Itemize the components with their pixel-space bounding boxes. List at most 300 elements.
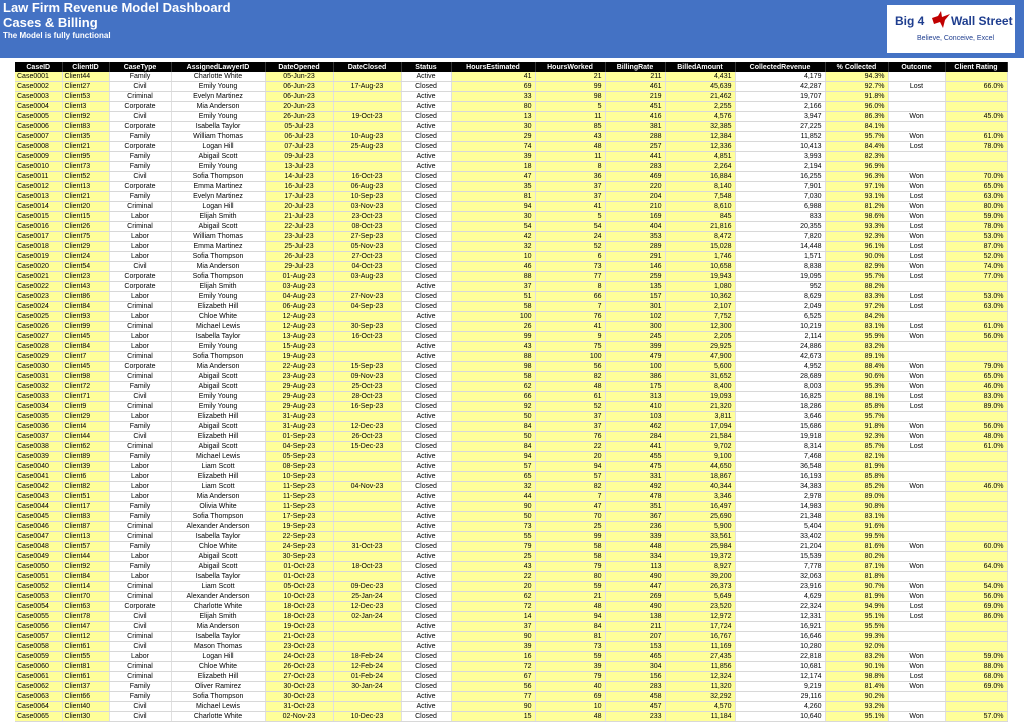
table-cell: Corporate	[109, 602, 171, 612]
table-cell: Client99	[62, 322, 109, 332]
column-header[interactable]: HoursWorked	[535, 62, 605, 72]
table-cell: 09-Nov-23	[333, 372, 401, 382]
table-cell	[333, 312, 401, 322]
table-cell: 04-Aug-23	[265, 292, 333, 302]
table-cell	[333, 642, 401, 652]
table-cell	[945, 312, 1007, 322]
table-cell: 01-Oct-23	[265, 562, 333, 572]
table-cell: 236	[605, 522, 665, 532]
table-cell: Client84	[62, 302, 109, 312]
table-cell: 52.0%	[945, 252, 1007, 262]
table-cell: 23-Oct-23	[265, 642, 333, 652]
table-cell: 7,901	[735, 182, 825, 192]
column-header[interactable]: Outcome	[888, 62, 945, 72]
table-cell: 44	[451, 492, 535, 502]
table-cell: 10,658	[665, 262, 735, 272]
table-cell: 29-Jul-23	[265, 262, 333, 272]
table-cell: Won	[888, 232, 945, 242]
table-cell: 95.7%	[825, 132, 888, 142]
table-cell: 16,497	[665, 502, 735, 512]
table-row[interactable]	[15, 302, 1007, 312]
table-row[interactable]	[15, 132, 1007, 142]
table-cell: 30-Sep-23	[333, 322, 401, 332]
logo-name-right: Wall Street	[951, 14, 1013, 28]
table-cell: 95.3%	[825, 382, 888, 392]
table-cell: 8	[535, 282, 605, 292]
table-cell	[945, 162, 1007, 172]
table-cell: 81.8%	[825, 572, 888, 582]
table-cell	[333, 692, 401, 702]
table-cell: Client30	[62, 712, 109, 722]
table-row[interactable]	[15, 692, 1007, 702]
table-cell: 25-Jul-23	[265, 242, 333, 252]
table-cell: Client86	[62, 292, 109, 302]
table-row[interactable]	[15, 662, 1007, 672]
table-cell: 72	[451, 602, 535, 612]
table-cell: 10-Aug-23	[333, 132, 401, 142]
table-row[interactable]	[15, 622, 1007, 632]
table-cell	[888, 692, 945, 702]
table-cell: Criminal	[109, 352, 171, 362]
table-cell: Active	[401, 412, 451, 422]
table-cell: 10,640	[735, 712, 825, 722]
table-row[interactable]	[15, 642, 1007, 652]
table-cell: Closed	[401, 142, 451, 152]
table-cell	[333, 162, 401, 172]
table-cell: Lost	[888, 222, 945, 232]
table-cell: 01-Feb-24	[333, 672, 401, 682]
table-cell: 31-Aug-23	[265, 412, 333, 422]
table-cell: 284	[605, 432, 665, 442]
table-row[interactable]	[15, 572, 1007, 582]
table-row[interactable]	[15, 602, 1007, 612]
table-cell: 81	[535, 632, 605, 642]
table-row[interactable]	[15, 252, 1007, 262]
table-cell: Client9	[62, 402, 109, 412]
table-cell: 26-Oct-23	[265, 662, 333, 672]
table-row[interactable]	[15, 112, 1007, 122]
table-cell: 27,225	[735, 122, 825, 132]
table-cell: 5,600	[665, 362, 735, 372]
table-cell: 33,561	[665, 532, 735, 542]
table-cell: 90.8%	[825, 502, 888, 512]
table-cell: Criminal	[109, 372, 171, 382]
table-cell: 18-Feb-24	[333, 652, 401, 662]
column-header[interactable]: CollectedRevenue	[735, 62, 825, 72]
table-cell: Won	[888, 372, 945, 382]
table-row[interactable]	[15, 322, 1007, 332]
table-row[interactable]	[15, 172, 1007, 182]
table-cell: 90.7%	[825, 582, 888, 592]
table-row[interactable]	[15, 482, 1007, 492]
table-cell: Charlotte White	[171, 712, 265, 722]
table-cell	[333, 282, 401, 292]
table-cell: 10,413	[735, 142, 825, 152]
table-cell: 87.0%	[945, 242, 1007, 252]
table-row[interactable]	[15, 542, 1007, 552]
table-cell: Family	[109, 692, 171, 702]
table-cell: 21-Oct-23	[265, 632, 333, 642]
table-cell: 441	[605, 442, 665, 452]
table-cell: Won	[888, 362, 945, 372]
table-cell: Client3	[62, 102, 109, 112]
table-cell: 26	[451, 322, 535, 332]
table-cell	[945, 492, 1007, 502]
table-row[interactable]	[15, 202, 1007, 212]
table-cell	[945, 502, 1007, 512]
table-cell: Case0001	[15, 72, 62, 82]
table-cell: 25-Jan-24	[333, 592, 401, 602]
table-row[interactable]	[15, 552, 1007, 562]
table-cell: 135	[605, 282, 665, 292]
table-cell: Labor	[109, 652, 171, 662]
table-cell: Case0006	[15, 122, 62, 132]
table-row[interactable]	[15, 412, 1007, 422]
table-cell: Client14	[62, 582, 109, 592]
table-cell: 77	[535, 272, 605, 282]
table-cell: Closed	[401, 362, 451, 372]
dashboard-header	[0, 0, 1024, 58]
table-cell: 2,107	[665, 302, 735, 312]
table-cell: 457	[605, 702, 665, 712]
table-row[interactable]	[15, 472, 1007, 482]
table-cell: Labor	[109, 252, 171, 262]
table-cell: Client15	[62, 212, 109, 222]
table-cell: 1,571	[735, 252, 825, 262]
table-cell: 43	[451, 342, 535, 352]
table-cell: 22,818	[735, 652, 825, 662]
table-cell	[333, 452, 401, 462]
table-cell: Corporate	[109, 122, 171, 132]
table-row[interactable]	[15, 632, 1007, 642]
table-cell: Alexander Anderson	[171, 522, 265, 532]
table-cell: Case0024	[15, 302, 62, 312]
table-cell: 12-Dec-23	[333, 602, 401, 612]
table-row[interactable]	[15, 452, 1007, 462]
table-row[interactable]	[15, 392, 1007, 402]
table-cell: Logan Hill	[171, 142, 265, 152]
table-cell: Elizabeth Hill	[171, 412, 265, 422]
table-row[interactable]	[15, 432, 1007, 442]
table-cell: Client84	[62, 342, 109, 352]
table-cell	[888, 622, 945, 632]
table-cell: 102	[605, 312, 665, 322]
table-cell: 55	[451, 532, 535, 542]
table-row[interactable]	[15, 142, 1007, 152]
table-cell: 8,472	[665, 232, 735, 242]
table-row[interactable]	[15, 342, 1007, 352]
table-cell: Client4	[62, 422, 109, 432]
table-cell: Labor	[109, 572, 171, 582]
table-cell: 283	[605, 682, 665, 692]
table-cell: 48.0%	[945, 432, 1007, 442]
table-cell: Closed	[401, 242, 451, 252]
table-cell: Family	[109, 452, 171, 462]
table-cell: 40	[535, 682, 605, 692]
table-cell	[945, 412, 1007, 422]
table-cell: 83.1%	[825, 322, 888, 332]
table-cell: 490	[605, 602, 665, 612]
table-row[interactable]	[15, 152, 1007, 162]
table-cell: Labor	[109, 212, 171, 222]
column-header[interactable]: % Collected	[825, 62, 888, 72]
table-cell: Client70	[62, 592, 109, 602]
column-header[interactable]: ClientID	[62, 62, 109, 72]
logo-tagline: Believe, Conceive, Excel	[917, 35, 995, 42]
table-cell: 15-Aug-23	[265, 342, 333, 352]
table-cell: 46.0%	[945, 482, 1007, 492]
table-cell	[333, 462, 401, 472]
table-row[interactable]	[15, 92, 1007, 102]
table-cell: 26-Jul-23	[265, 252, 333, 262]
table-cell: Closed	[401, 542, 451, 552]
table-cell: Case0034	[15, 402, 62, 412]
table-cell: 3,646	[735, 412, 825, 422]
column-header[interactable]: CaseType	[109, 62, 171, 72]
table-cell: 82.3%	[825, 152, 888, 162]
table-cell: Labor	[109, 342, 171, 352]
column-header[interactable]: HoursEstimated	[451, 62, 535, 72]
table-row[interactable]	[15, 402, 1007, 412]
table-cell: 5	[535, 102, 605, 112]
table-row[interactable]	[15, 582, 1007, 592]
table-cell: 19-Sep-23	[265, 522, 333, 532]
column-header[interactable]: AssignedLawyerID	[171, 62, 265, 72]
table-row[interactable]	[15, 72, 1007, 82]
table-cell: 304	[605, 662, 665, 672]
table-cell: Client29	[62, 242, 109, 252]
table-row[interactable]	[15, 362, 1007, 372]
table-cell: Client78	[62, 612, 109, 622]
table-row[interactable]	[15, 282, 1007, 292]
table-cell: 54.0%	[945, 582, 1007, 592]
table-cell	[888, 72, 945, 82]
table-row[interactable]	[15, 512, 1007, 522]
table-row[interactable]	[15, 122, 1007, 132]
table-cell: Family	[109, 512, 171, 522]
table-cell: 169	[605, 212, 665, 222]
table-cell: Labor	[109, 552, 171, 562]
table-cell: Active	[401, 102, 451, 112]
table-cell: Civil	[109, 432, 171, 442]
table-cell: Case0062	[15, 682, 62, 692]
table-cell: 19-Oct-23	[333, 112, 401, 122]
table-row[interactable]	[15, 702, 1007, 712]
column-header[interactable]: Client Rating	[945, 62, 1007, 72]
table-cell: 19,707	[735, 92, 825, 102]
table-cell: 8,140	[665, 182, 735, 192]
table-cell: Case0019	[15, 252, 62, 262]
table-row[interactable]	[15, 382, 1007, 392]
table-cell: Case0051	[15, 572, 62, 582]
table-cell: Case0016	[15, 222, 62, 232]
table-cell: 13	[451, 112, 535, 122]
table-cell: 04-Sep-23	[265, 442, 333, 452]
table-row[interactable]	[15, 492, 1007, 502]
table-cell: Closed	[401, 562, 451, 572]
table-cell: 33,402	[735, 532, 825, 542]
table-cell: 16-Oct-23	[333, 332, 401, 342]
table-row[interactable]	[15, 682, 1007, 692]
table-cell: 2,194	[735, 162, 825, 172]
column-header[interactable]: BillingRate	[605, 62, 665, 72]
table-row[interactable]	[15, 272, 1007, 282]
table-cell: 31,652	[665, 372, 735, 382]
column-header[interactable]: Status	[401, 62, 451, 72]
table-cell: Active	[401, 492, 451, 502]
table-row[interactable]	[15, 162, 1007, 172]
table-row[interactable]	[15, 502, 1007, 512]
table-cell: 211	[605, 622, 665, 632]
table-row[interactable]	[15, 82, 1007, 92]
table-cell: 15-Sep-23	[333, 362, 401, 372]
table-row[interactable]	[15, 312, 1007, 322]
table-cell: Elizabeth Hill	[171, 472, 265, 482]
table-cell: 81.9%	[825, 592, 888, 602]
table-cell: 17,094	[665, 422, 735, 432]
table-cell: 86.3%	[825, 112, 888, 122]
table-cell: 01-Aug-23	[265, 272, 333, 282]
table-cell: Client24	[62, 252, 109, 262]
table-cell: Corporate	[109, 282, 171, 292]
table-cell: 257	[605, 142, 665, 152]
table-row[interactable]	[15, 442, 1007, 452]
table-row[interactable]	[15, 612, 1007, 622]
table-row[interactable]	[15, 462, 1007, 472]
table-cell: 45,639	[665, 82, 735, 92]
table-row[interactable]	[15, 522, 1007, 532]
table-cell: 15,028	[665, 242, 735, 252]
table-cell: 76	[535, 312, 605, 322]
table-cell: 56	[451, 682, 535, 692]
table-cell: Sofia Thompson	[171, 692, 265, 702]
column-header[interactable]: BilledAmount	[665, 62, 735, 72]
table-cell: 204	[605, 192, 665, 202]
column-header[interactable]: DateClosed	[333, 62, 401, 72]
table-cell: 90.1%	[825, 662, 888, 672]
table-row[interactable]	[15, 292, 1007, 302]
table-row[interactable]	[15, 592, 1007, 602]
table-cell: Client61	[62, 672, 109, 682]
table-cell: 29,116	[735, 692, 825, 702]
table-cell: Case0022	[15, 282, 62, 292]
table-cell: 7	[535, 492, 605, 502]
table-cell: 833	[735, 212, 825, 222]
table-cell: Active	[401, 92, 451, 102]
table-cell: 03-Aug-23	[265, 282, 333, 292]
table-cell: 59	[535, 582, 605, 592]
table-cell: 94.9%	[825, 602, 888, 612]
table-cell: 8	[535, 162, 605, 172]
table-cell: Family	[109, 542, 171, 552]
table-cell: 21,816	[665, 222, 735, 232]
table-cell: Isabella Taylor	[171, 122, 265, 132]
table-cell: 29	[451, 132, 535, 142]
table-cell: 175	[605, 382, 665, 392]
column-header[interactable]: DateOpened	[265, 62, 333, 72]
table-cell: Case0009	[15, 152, 62, 162]
table-cell: 22	[451, 572, 535, 582]
table-row[interactable]	[15, 422, 1007, 432]
table-cell: 291	[605, 252, 665, 262]
table-row[interactable]	[15, 242, 1007, 252]
table-cell: Charlotte White	[171, 602, 265, 612]
table-cell: 73	[451, 522, 535, 532]
table-row[interactable]	[15, 562, 1007, 572]
table-cell: Client62	[62, 442, 109, 452]
table-cell: Case0014	[15, 202, 62, 212]
table-row[interactable]	[15, 372, 1007, 382]
table-cell: 44,650	[665, 462, 735, 472]
table-cell: 92.7%	[825, 82, 888, 92]
table-cell: 90	[451, 702, 535, 712]
table-cell: 30-Oct-23	[265, 692, 333, 702]
table-row[interactable]	[15, 212, 1007, 222]
table-cell: 91.8%	[825, 92, 888, 102]
table-cell: 87.1%	[825, 562, 888, 572]
table-cell: Civil	[109, 82, 171, 92]
table-cell: Won	[888, 432, 945, 442]
table-row[interactable]	[15, 532, 1007, 542]
table-cell: 8,314	[735, 442, 825, 452]
table-cell: 34,383	[735, 482, 825, 492]
table-cell: Logan Hill	[171, 652, 265, 662]
table-cell: 6	[535, 252, 605, 262]
table-cell: 43	[535, 132, 605, 142]
table-cell	[945, 462, 1007, 472]
table-row[interactable]	[15, 352, 1007, 362]
table-row[interactable]	[15, 182, 1007, 192]
table-cell: 45.0%	[945, 112, 1007, 122]
table-cell: 29-Aug-23	[265, 382, 333, 392]
table-cell: 490	[605, 572, 665, 582]
table-row[interactable]	[15, 652, 1007, 662]
table-cell: 5	[535, 212, 605, 222]
column-header[interactable]: CaseID	[15, 62, 62, 72]
table-cell: 11	[535, 112, 605, 122]
table-row[interactable]	[15, 332, 1007, 342]
table-row[interactable]	[15, 672, 1007, 682]
table-cell: Oliver Ramirez	[171, 682, 265, 692]
table-cell	[888, 312, 945, 322]
table-row[interactable]	[15, 222, 1007, 232]
table-cell: Client84	[62, 572, 109, 582]
table-row[interactable]	[15, 712, 1007, 722]
table-cell: 82.1%	[825, 452, 888, 462]
table-cell: Emily Young	[171, 82, 265, 92]
table-cell: 23,916	[735, 582, 825, 592]
table-cell: 80.2%	[825, 552, 888, 562]
table-cell: Case0008	[15, 142, 62, 152]
table-cell: 94	[535, 612, 605, 622]
table-cell: 8,629	[735, 292, 825, 302]
table-cell: 92	[451, 402, 535, 412]
table-cell: 97.2%	[825, 302, 888, 312]
table-row[interactable]	[15, 192, 1007, 202]
table-cell: Lost	[888, 82, 945, 92]
table-cell: Lost	[888, 402, 945, 412]
table-cell: Labor	[109, 462, 171, 472]
table-row[interactable]	[15, 262, 1007, 272]
table-cell: Active	[401, 452, 451, 462]
table-row[interactable]	[15, 102, 1007, 112]
table-row[interactable]	[15, 232, 1007, 242]
table-cell: Civil	[109, 642, 171, 652]
table-cell: Case0039	[15, 452, 62, 462]
table-cell: Client23	[62, 272, 109, 282]
table-cell: 15,686	[735, 422, 825, 432]
table-cell: Emma Martinez	[171, 182, 265, 192]
